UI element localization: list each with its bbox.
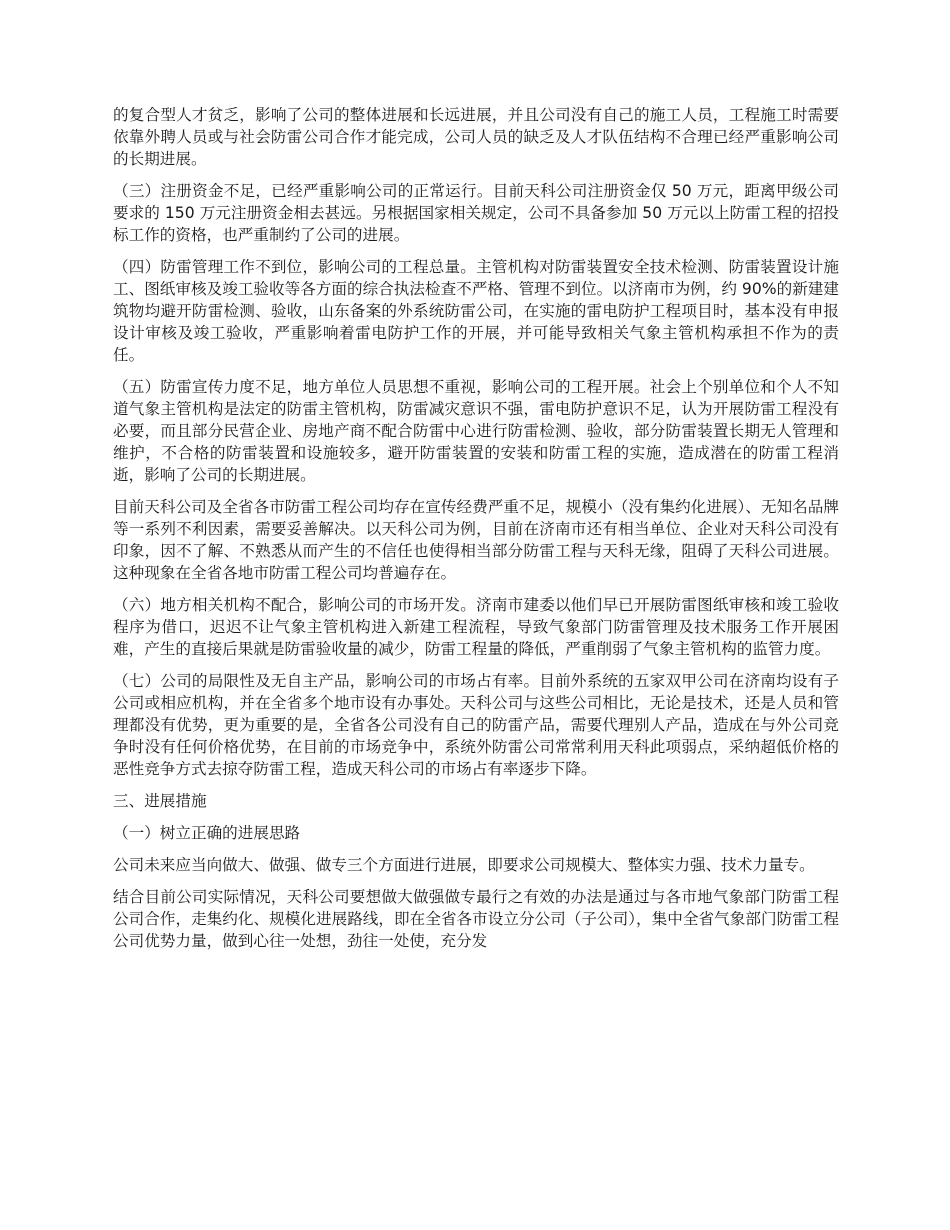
paragraph-cooperation-strategy: 结合目前公司实际情况，天科公司要想做大做强做专最行之有效的办法是通过与各市地气象部门防雷工程公司合作，走集约化、规模化进展路线，即在全省各市设立分公司（子公司），集中全省气象部门防雷工程公司优势力量，做到心往一处想，劲往一处使，充分发 <box>113 888 839 950</box>
section-heading-measures: 三、进展措施 <box>113 792 207 810</box>
paragraph-future-direction: 公司未来应当向做大、做强、做专三个方面进行进展，即要求公司规模大、整体实力强、技术力量专。 <box>113 856 815 874</box>
document-page <box>113 104 839 962</box>
paragraph-talent-shortage: 的复合型人才贫乏，影响了公司的整体进展和长远进展，并且公司没有自己的施工人员，工程施工时需要依靠外聘人员或与社会防雷公司合作才能完成，公司人员的缺乏及人才队伍结构不合理已经严重影响公司的长期进展。 <box>113 106 839 168</box>
paragraph-funding-brand: 目前天科公司及全省各市防雷工程公司均存在宣传经费严重不足，规模小（没有集约化进展）、无知名品牌等一系列不利因素，需要妥善解决。以天科公司为例，目前在济南市还有相当单位、企业对天科公司没有印象，因不了解、不熟悉从而产生的不信任也使得相当部分防雷工程与天科无缘，阻碍了天科公司进展。这种现象在全省各地市防雷工程公司均普遍存在。 <box>113 498 839 582</box>
paragraph-lightning-management: （四）防雷管理工作不到位，影响公司的工程总量。主管机构对防雷装置安全技术检测、防雷装置设计施工、图纸审核及竣工验收等各方面的综合执法检查不严格、管理不到位。以济南市为例，约 90%的新建建筑物均避开防雷检测、验收，山东备案的外系统防雷公司，在实施的雷电防护工程项目时，基本没有申报设计审核及竣工验收，严重影响着雷电防护工作的开展，并可能导致相关气象主管机构承担不作为的责任。 <box>113 258 839 364</box>
paragraph-registered-capital: （三）注册资金不足，已经严重影响公司的正常运行。目前天科公司注册资金仅 50 万元，距离甲级公司要求的 150 万元注册资金相去甚远。另根据国家相关规定，公司不具备参加 50 万元以上防雷工程的招投标工作的资格，也严重制约了公司的进展。 <box>113 182 839 244</box>
paragraph-local-agencies: （六）地方相关机构不配合，影响公司的市场开发。济南市建委以他们早已开展防雷图纸审核和竣工验收程序为借口，迟迟不让气象主管机构进入新建工程流程，导致气象部门防雷管理及技术服务工作开展困难，产生的直接后果就是防雷验收量的减少，防雷工程量的降低，严重削弱了气象主管机构的监管力度。 <box>113 596 839 658</box>
subheading-development-approach: （一）树立正确的进展思路 <box>113 824 301 842</box>
paragraph-market-share: （七）公司的局限性及无自主产品，影响公司的市场占有率。目前外系统的五家双甲公司在济南均设有子公司或相应机构，并在全省多个地市设有办事处。天科公司与这些公司相比，无论是技术，还是人员和管理都没有优势，更为重要的是，全省各公司没有自己的防雷产品，需要代理别人产品，造成在与外公司竞争时没有任何价格优势，在目前的市场竞争中，系统外防雷公司常常利用天科此项弱点，采纳超低价格的恶性竞争方式去掠夺防雷工程，造成天科公司的市场占有率逐步下降。 <box>113 672 839 778</box>
paragraph-publicity: （五）防雷宣传力度不足，地方单位人员思想不重视，影响公司的工程开展。社会上个别单位和个人不知道气象主管机构是法定的防雷主管机构，防雷减灾意识不强，雷电防护意识不足，认为开展防雷工程没有必要，而且部分民营企业、房地产商不配合防雷中心进行防雷检测、验收，部分防雷装置长期无人管理和维护，不合格的防雷装置和设施较多，避开防雷装置的安装和防雷工程的实施，造成潜在的防雷工程消逝，影响了公司的长期进展。 <box>113 378 839 484</box>
